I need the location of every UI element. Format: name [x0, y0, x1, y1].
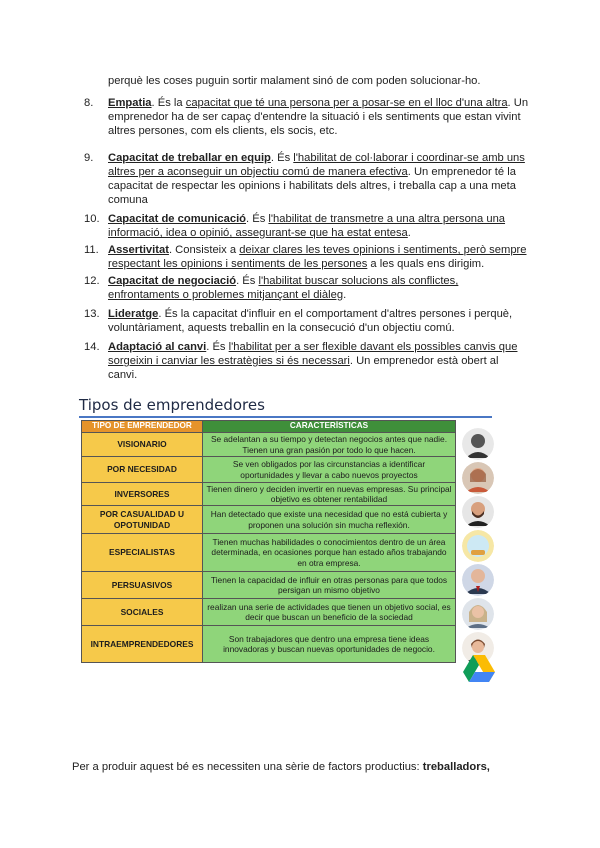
list-item: 13. Lideratge. És la capacitat d'influir en el comportament d'altres persones i perquè, voluntàriament, aquests treballin en la consecució d'un objectiu comú.	[84, 308, 513, 334]
intro-paragraph: perquè les coses puguin sortir malament sinó de com poden solucionar-ho.	[108, 75, 481, 87]
table-row	[82, 572, 456, 599]
list-item: 10. Capacitat de comunicació. És l'habilitat de transmetre a una altra persona una informació, idea o opinió, assegurant-se que ha estat entesa.	[84, 213, 506, 239]
desc-cell: realizan una serie de actividades que tienen un objetivo social, es decir que buscan un beneficio de la sociedad	[203, 599, 456, 626]
table-row	[82, 433, 456, 457]
item-term: Capacitat de comunicació	[108, 213, 247, 225]
entrepreneur-types-table	[81, 420, 456, 663]
table-row	[82, 599, 456, 626]
skills-list	[84, 96, 530, 382]
desc-cell: Han detectado que existe una necesidad que no está cubierta y proponen una solución sin mucha reflexión.	[203, 506, 456, 534]
badge-logo-icon	[462, 530, 494, 562]
item-number: 12.	[84, 275, 100, 287]
item-number: 9.	[84, 152, 94, 164]
item-number: 13.	[84, 308, 100, 320]
item-term: Assertivitat	[108, 244, 169, 256]
item-term: Adaptació al canvi	[108, 341, 207, 353]
item-term: Empatia	[108, 97, 152, 109]
table-header-row	[82, 421, 456, 433]
desc-cell: Tienen dinero y deciden invertir en nuevas empresas. Su principal objetivo es obtener rentabilidad	[203, 483, 456, 506]
header-characteristics: CARACTERÍSTICAS	[203, 421, 456, 433]
item-term: Capacitat de negociació	[108, 275, 237, 287]
list-item: 8. Empatia. És la capacitat que té una persona per a posar-se en el lloc d'una altra. Un emprenedor ha de ser capaç d'entendre la situació i els sentiments que estan vivint altres persones, com els clients, els socis, etc.	[84, 97, 529, 137]
closing-paragraph: Per a produir aquest bé es necessiten una sèrie de factors productius: treballadors,	[72, 761, 490, 773]
table-row	[82, 457, 456, 483]
item-term: Lideratge	[108, 308, 159, 320]
item-number: 14.	[84, 341, 100, 353]
item-number: 11.	[84, 244, 99, 256]
desc-cell: Tienen la capacidad de influir en otras personas para que todos persigan un mismo objetivo	[203, 572, 456, 599]
list-item: 9. Capacitat de treballar en equip. És l'habilitat de col·laborar i coordinar-se amb uns altres per a aconseguir un objectiu comú de manera efectiva. Un emprenedor té la capacitat de respectar les opinions i habilitats dels altres, i treballa cap a una meta comuna	[84, 152, 525, 206]
item-number: 8.	[84, 97, 94, 109]
type-cell: VISIONARIO	[82, 433, 203, 457]
portrait-bw-icon	[462, 428, 494, 460]
table-row	[82, 534, 456, 572]
type-cell: POR CASUALIDAD U OPOTUNIDAD	[82, 506, 203, 534]
desc-cell: Tienen muchas habilidades o conocimientos dentro de un área determinada, en ocasiones porque han estado años trabajando en otra empresa.	[203, 534, 456, 572]
portrait-woman-blonde-icon	[462, 598, 494, 630]
table-row	[82, 506, 456, 534]
type-cell: INTRAEMPRENDEDORES	[82, 626, 203, 663]
figure-title-rule	[79, 416, 492, 418]
portrait-woman-icon	[462, 462, 494, 494]
item-number: 10.	[84, 213, 100, 225]
type-cell: POR NECESIDAD	[82, 457, 203, 483]
type-cell: PERSUASIVOS	[82, 572, 203, 599]
list-item: 12. Capacitat de negociació. És l'habilitat buscar solucions als conflictes, enfrontaments o problemes mitjançant el diàleg.	[84, 275, 459, 301]
type-cell: SOCIALES	[82, 599, 203, 626]
header-type: TIPO DE EMPRENDEDOR	[82, 421, 203, 433]
item-term: Capacitat de treballar en equip	[108, 152, 271, 164]
desc-cell: Se ven obligados por las circunstancias a identificar oportunidades y llevar a cabo nuevos proyectos	[203, 457, 456, 483]
google-drive-logo-icon	[462, 652, 496, 684]
desc-cell: Son trabajadores que dentro una empresa tiene ideas innovadoras y buscan nuevas oportunidades de negocio.	[203, 626, 456, 663]
portrait-man-suit-icon	[462, 564, 494, 596]
type-cell: INVERSORES	[82, 483, 203, 506]
figure-title: Tipos de emprendedores	[79, 396, 265, 414]
list-item: 14. Adaptació al canvi. És l'habilitat per a ser flexible davant els possibles canvis que sorgeixin i canviar les estratègies si és necessari. Un emprenedor està obert al canvi.	[84, 341, 518, 381]
portrait-bearded-man-icon	[462, 496, 494, 528]
table-row	[82, 483, 456, 506]
type-cell: ESPECIALISTAS	[82, 534, 203, 572]
desc-cell: Se adelantan a su tiempo y detectan negocios antes que nadie. Tienen una gran pasión por todo lo que hacen.	[203, 433, 456, 457]
table-row	[82, 626, 456, 663]
list-item: 11. Assertivitat. Consisteix a deixar clares les teves opinions i sentiments, però sempre respectant les opinions i sentiments de les persones a les quals ens dirigim.	[84, 244, 527, 270]
